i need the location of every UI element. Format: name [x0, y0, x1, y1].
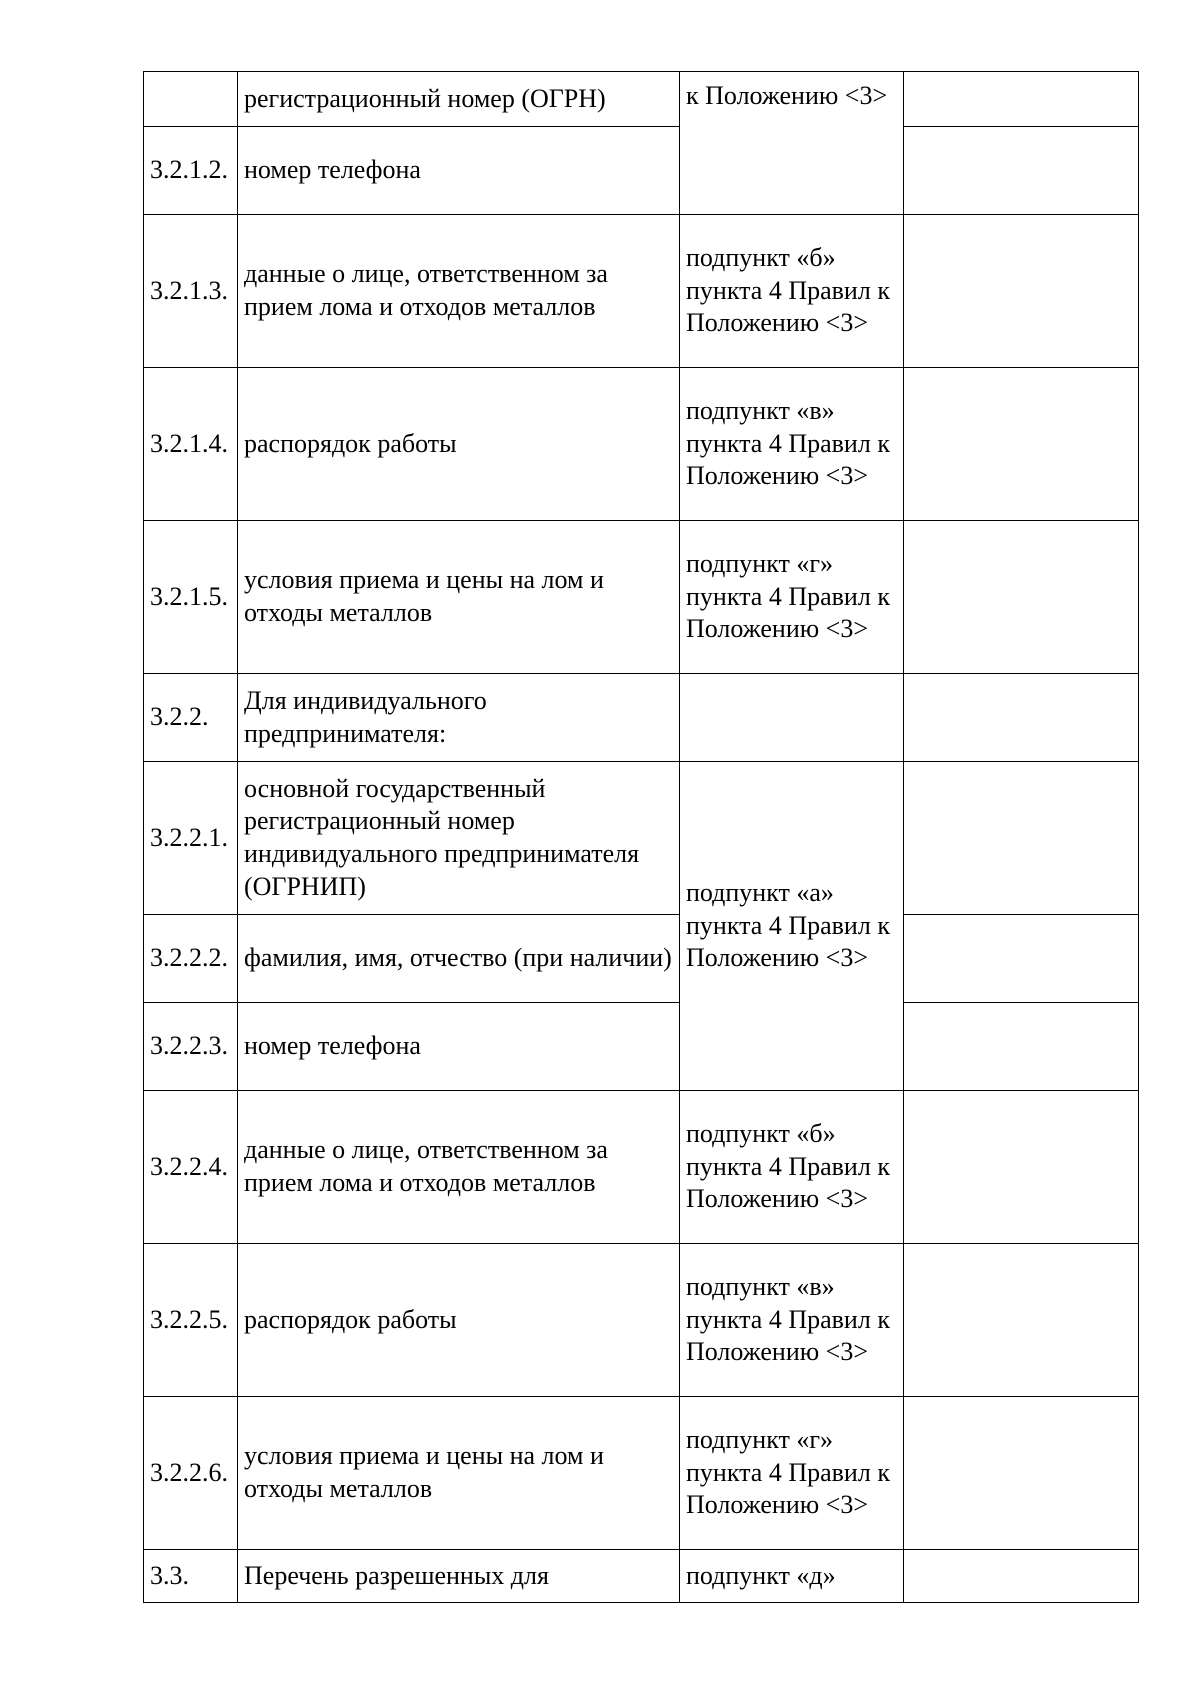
legal-basis: подпункт «г» пункта 4 Правил к Положению <3> [680, 521, 904, 674]
empty-cell [904, 127, 1139, 215]
table-row [144, 1244, 1139, 1397]
legal-basis: к Положению <3> [680, 72, 904, 215]
table-row [144, 521, 1139, 674]
item-number: 3.2.2.5. [144, 1244, 238, 1397]
empty-cell [904, 72, 1139, 127]
item-description: условия приема и цены на лом и отходы металлов [238, 1397, 680, 1550]
table-row [144, 1091, 1139, 1244]
item-number [144, 72, 238, 127]
table-row [144, 1397, 1139, 1550]
table-row [144, 215, 1139, 368]
empty-cell [904, 915, 1139, 1003]
item-number: 3.3. [144, 1550, 238, 1603]
item-description: номер телефона [238, 127, 680, 215]
item-number: 3.2.2.4. [144, 1091, 238, 1244]
item-number: 3.2.2. [144, 674, 238, 762]
empty-cell [904, 1091, 1139, 1244]
table-row [144, 1550, 1139, 1603]
table-row [144, 127, 1139, 215]
legal-basis: подпункт «б» пункта 4 Правил к Положению <3> [680, 215, 904, 368]
item-description: распорядок работы [238, 1244, 680, 1397]
item-description: Перечень разрешенных для [238, 1550, 680, 1603]
empty-cell [904, 1550, 1139, 1603]
legal-basis: подпункт «в» пункта 4 Правил к Положению <3> [680, 368, 904, 521]
empty-cell [904, 368, 1139, 521]
item-description: регистрационный номер (ОГРН) [238, 72, 680, 127]
legal-basis: подпункт «б» пункта 4 Правил к Положению <3> [680, 1091, 904, 1244]
table-row [144, 762, 1139, 915]
legal-basis: подпункт «г» пункта 4 Правил к Положению <3> [680, 1397, 904, 1550]
item-number: 3.2.1.3. [144, 215, 238, 368]
legal-basis: подпункт «в» пункта 4 Правил к Положению <3> [680, 1244, 904, 1397]
table-row [144, 674, 1139, 762]
requirements-table [143, 71, 1139, 1603]
empty-cell [904, 1397, 1139, 1550]
empty-cell [904, 215, 1139, 368]
table-row [144, 1003, 1139, 1091]
legal-basis [680, 674, 904, 762]
legal-basis: подпункт «д» [680, 1550, 904, 1603]
item-description: данные о лице, ответственном за прием лома и отходов металлов [238, 1091, 680, 1244]
item-description: данные о лице, ответственном за прием лома и отходов металлов [238, 215, 680, 368]
item-number: 3.2.2.6. [144, 1397, 238, 1550]
item-number: 3.2.1.4. [144, 368, 238, 521]
item-description: фамилия, имя, отчество (при наличии) [238, 915, 680, 1003]
item-description: условия приема и цены на лом и отходы металлов [238, 521, 680, 674]
table-row [144, 915, 1139, 1003]
item-description: Для индивидуального предпринимателя: [238, 674, 680, 762]
empty-cell [904, 674, 1139, 762]
item-number: 3.2.1.5. [144, 521, 238, 674]
empty-cell [904, 1244, 1139, 1397]
empty-cell [904, 521, 1139, 674]
empty-cell [904, 762, 1139, 915]
item-number: 3.2.2.2. [144, 915, 238, 1003]
item-number: 3.2.1.2. [144, 127, 238, 215]
item-number: 3.2.2.1. [144, 762, 238, 915]
item-description: основной государственный регистрационный номер индивидуального предпринимателя (ОГРНИП) [238, 762, 680, 915]
empty-cell [904, 1003, 1139, 1091]
item-number: 3.2.2.3. [144, 1003, 238, 1091]
item-description: распорядок работы [238, 368, 680, 521]
legal-basis: подпункт «а» пункта 4 Правил к Положению <3> [680, 762, 904, 1091]
item-description: номер телефона [238, 1003, 680, 1091]
table-row [144, 368, 1139, 521]
table-row [144, 72, 1139, 127]
